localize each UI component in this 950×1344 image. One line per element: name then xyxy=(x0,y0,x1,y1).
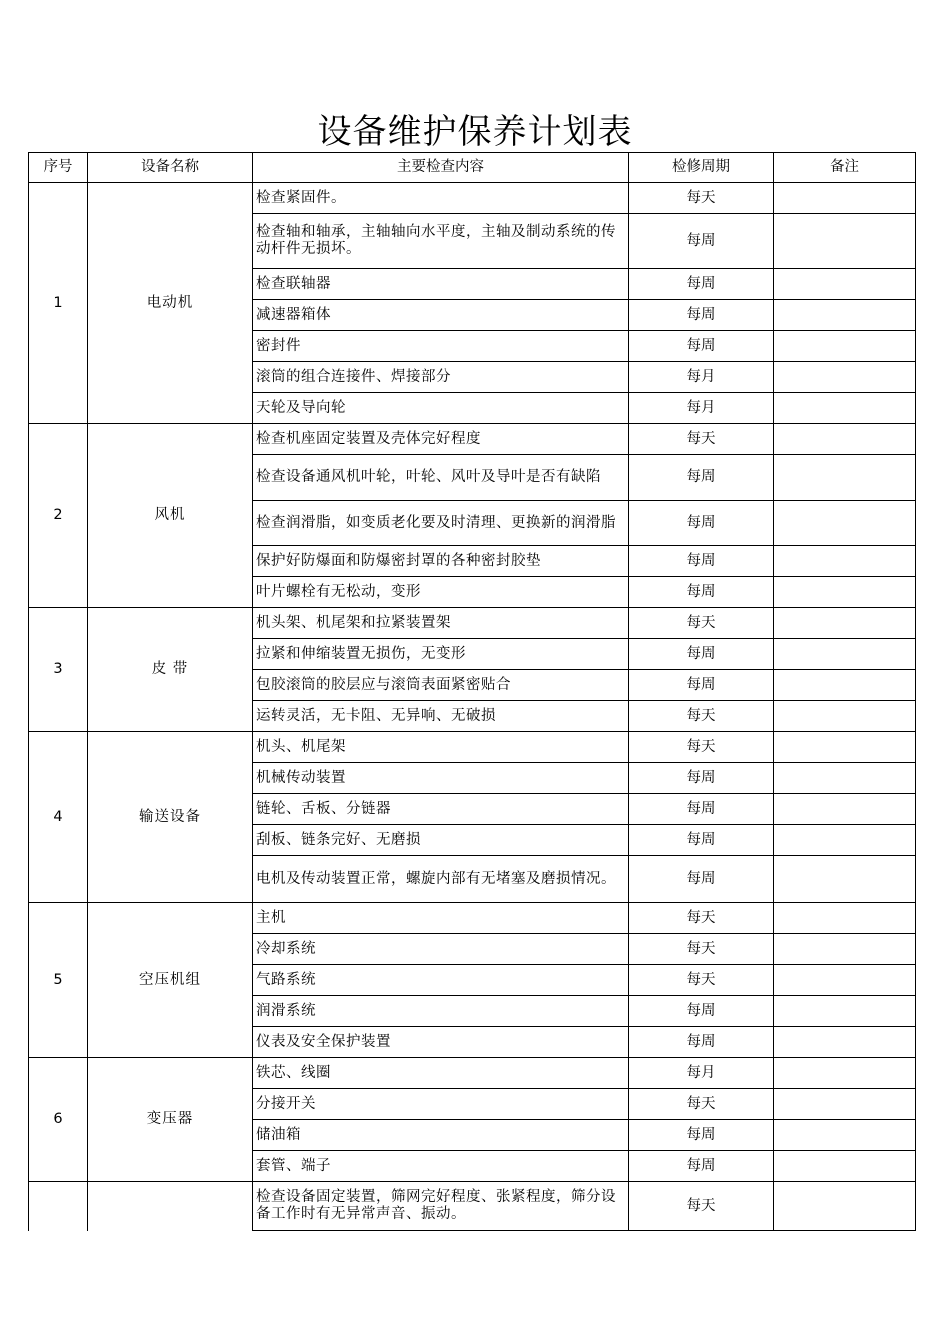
remark-cell xyxy=(774,934,916,965)
remark-cell xyxy=(774,1120,916,1151)
check-cycle: 每天 xyxy=(629,701,774,732)
row-number: 6 xyxy=(29,1058,88,1182)
check-content: 检查设备固定装置，筛网完好程度、张紧程度，筛分设备工作时有无异常声音、振动。 xyxy=(253,1182,629,1231)
check-cycle: 每周 xyxy=(629,269,774,300)
remark-cell xyxy=(774,701,916,732)
remark-cell xyxy=(774,300,916,331)
header-no: 序号 xyxy=(29,153,88,183)
check-cycle: 每月 xyxy=(629,393,774,424)
remark-cell xyxy=(774,903,916,934)
check-content: 气路系统 xyxy=(253,965,629,996)
check-content: 仪表及安全保护装置 xyxy=(253,1027,629,1058)
check-content: 机械传动装置 xyxy=(253,763,629,794)
check-content: 检查机座固定装置及壳体完好程度 xyxy=(253,424,629,455)
check-content: 检查紧固件。 xyxy=(253,183,629,214)
remark-cell xyxy=(774,608,916,639)
remark-cell xyxy=(774,455,916,501)
table-row xyxy=(29,424,916,455)
check-cycle: 每天 xyxy=(629,424,774,455)
check-content: 冷却系统 xyxy=(253,934,629,965)
check-cycle: 每周 xyxy=(629,1120,774,1151)
equipment-name: 输送设备 xyxy=(88,732,253,903)
check-content: 润滑系统 xyxy=(253,996,629,1027)
remark-cell xyxy=(774,214,916,269)
remark-cell xyxy=(774,501,916,546)
equipment-name xyxy=(88,1182,253,1231)
check-cycle: 每周 xyxy=(629,763,774,794)
remark-cell xyxy=(774,1182,916,1231)
remark-cell xyxy=(774,996,916,1027)
equipment-name: 风机 xyxy=(88,424,253,608)
remark-cell xyxy=(774,825,916,856)
check-cycle: 每周 xyxy=(629,1151,774,1182)
check-cycle: 每周 xyxy=(629,577,774,608)
check-content: 检查轴和轴承，主轴轴向水平度，主轴及制动系统的传动杆件无损坏。 xyxy=(253,214,629,269)
check-cycle: 每周 xyxy=(629,1027,774,1058)
check-cycle: 每天 xyxy=(629,903,774,934)
check-content: 运转灵活，无卡阻、无异响、无破损 xyxy=(253,701,629,732)
table-header-row xyxy=(29,153,916,183)
check-content: 主机 xyxy=(253,903,629,934)
table-row xyxy=(29,1058,916,1089)
check-cycle: 每周 xyxy=(629,996,774,1027)
check-content: 刮板、链条完好、无磨损 xyxy=(253,825,629,856)
check-cycle: 每天 xyxy=(629,732,774,763)
equipment-name: 变压器 xyxy=(88,1058,253,1182)
remark-cell xyxy=(774,362,916,393)
equipment-name: 空压机组 xyxy=(88,903,253,1058)
remark-cell xyxy=(774,1027,916,1058)
row-number: 5 xyxy=(29,903,88,1058)
maintenance-plan-table xyxy=(28,152,916,1231)
check-cycle: 每周 xyxy=(629,639,774,670)
table-row xyxy=(29,1182,916,1231)
remark-cell xyxy=(774,639,916,670)
row-number: 3 xyxy=(29,608,88,732)
check-content: 铁芯、线圈 xyxy=(253,1058,629,1089)
header-cycle: 检修周期 xyxy=(629,153,774,183)
check-cycle: 每周 xyxy=(629,214,774,269)
check-cycle: 每天 xyxy=(629,965,774,996)
equipment-name: 电动机 xyxy=(88,183,253,424)
row-number: 4 xyxy=(29,732,88,903)
check-content: 分接开关 xyxy=(253,1089,629,1120)
header-remark: 备注 xyxy=(774,153,916,183)
check-cycle: 每周 xyxy=(629,546,774,577)
remark-cell xyxy=(774,1151,916,1182)
check-content: 密封件 xyxy=(253,331,629,362)
check-content: 电机及传动装置正常，螺旋内部有无堵塞及磨损情况。 xyxy=(253,856,629,903)
remark-cell xyxy=(774,763,916,794)
row-number xyxy=(29,1182,88,1231)
check-content: 保护好防爆面和防爆密封罩的各种密封胶垫 xyxy=(253,546,629,577)
check-cycle: 每天 xyxy=(629,183,774,214)
remark-cell xyxy=(774,732,916,763)
check-content: 链轮、舌板、分链器 xyxy=(253,794,629,825)
table-row xyxy=(29,732,916,763)
check-content: 叶片螺栓有无松动，变形 xyxy=(253,577,629,608)
table-row xyxy=(29,903,916,934)
check-content: 检查联轴器 xyxy=(253,269,629,300)
remark-cell xyxy=(774,424,916,455)
check-cycle: 每周 xyxy=(629,670,774,701)
check-cycle: 每周 xyxy=(629,331,774,362)
check-cycle: 每周 xyxy=(629,794,774,825)
remark-cell xyxy=(774,670,916,701)
remark-cell xyxy=(774,331,916,362)
check-content: 套管、端子 xyxy=(253,1151,629,1182)
table-row xyxy=(29,608,916,639)
remark-cell xyxy=(774,183,916,214)
remark-cell xyxy=(774,546,916,577)
check-cycle: 每周 xyxy=(629,300,774,331)
check-content: 机头、机尾架 xyxy=(253,732,629,763)
remark-cell xyxy=(774,393,916,424)
remark-cell xyxy=(774,269,916,300)
check-content: 检查设备通风机叶轮，叶轮、风叶及导叶是否有缺陷 xyxy=(253,455,629,501)
remark-cell xyxy=(774,577,916,608)
header-check-content: 主要检查内容 xyxy=(253,153,629,183)
row-number: 1 xyxy=(29,183,88,424)
check-content: 减速器箱体 xyxy=(253,300,629,331)
remark-cell xyxy=(774,856,916,903)
equipment-name: 皮 带 xyxy=(88,608,253,732)
check-content: 天轮及导向轮 xyxy=(253,393,629,424)
check-cycle: 每天 xyxy=(629,1182,774,1231)
remark-cell xyxy=(774,965,916,996)
check-cycle: 每天 xyxy=(629,608,774,639)
remark-cell xyxy=(774,1058,916,1089)
check-cycle: 每周 xyxy=(629,455,774,501)
check-content: 滚筒的组合连接件、焊接部分 xyxy=(253,362,629,393)
check-content: 检查润滑脂，如变质老化要及时清理、更换新的润滑脂 xyxy=(253,501,629,546)
check-content: 拉紧和伸缩装置无损伤，无变形 xyxy=(253,639,629,670)
table-row xyxy=(29,183,916,214)
check-cycle: 每周 xyxy=(629,825,774,856)
check-content: 机头架、机尾架和拉紧装置架 xyxy=(253,608,629,639)
remark-cell xyxy=(774,794,916,825)
check-cycle: 每周 xyxy=(629,856,774,903)
header-equipment-name: 设备名称 xyxy=(88,153,253,183)
check-cycle: 每月 xyxy=(629,1058,774,1089)
check-content: 储油箱 xyxy=(253,1120,629,1151)
check-cycle: 每周 xyxy=(629,501,774,546)
remark-cell xyxy=(774,1089,916,1120)
check-cycle: 每月 xyxy=(629,362,774,393)
check-content: 包胶滚筒的胶层应与滚筒表面紧密贴合 xyxy=(253,670,629,701)
check-cycle: 每天 xyxy=(629,934,774,965)
check-cycle: 每天 xyxy=(629,1089,774,1120)
page-title: 设备维护保养计划表 xyxy=(317,112,633,152)
row-number: 2 xyxy=(29,424,88,608)
